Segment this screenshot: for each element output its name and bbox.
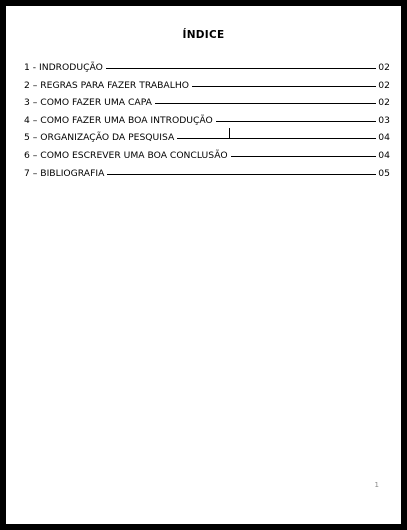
toc-entry-page: 02 <box>378 62 390 73</box>
toc-entry-label: 7 – BIBLIOGRAFIA <box>24 167 105 179</box>
toc-entry-page: 02 <box>378 97 390 109</box>
toc-leader-line <box>231 156 377 157</box>
document-title: ÍNDICE <box>182 29 225 41</box>
toc-entry[interactable] <box>24 97 390 115</box>
toc-entry-page: 04 <box>378 149 390 161</box>
toc-entry[interactable] <box>24 80 390 98</box>
toc-entry-label: 6 – COMO ESCREVER UMA BOA CONCLUSÃO <box>24 149 228 161</box>
toc-entry[interactable] <box>24 62 390 80</box>
toc-entry-label: 3 – COMO FAZER UMA CAPA <box>24 97 152 109</box>
toc-entry[interactable] <box>24 132 390 150</box>
toc-leader-line <box>155 103 376 104</box>
page-number: 1 <box>374 481 379 489</box>
toc-entry-page: 03 <box>378 114 390 126</box>
table-of-contents <box>24 62 390 185</box>
toc-entry-page: 02 <box>378 79 390 91</box>
toc-entry[interactable] <box>24 168 390 186</box>
toc-entry-page: 04 <box>378 132 390 144</box>
toc-entry-page: 05 <box>378 167 390 179</box>
toc-leader-line <box>106 68 376 69</box>
toc-leader-line <box>192 86 376 87</box>
toc-entry-label: 1 - INDRODUÇÃO <box>24 62 103 73</box>
text-cursor <box>229 128 230 139</box>
toc-leader-line <box>177 138 376 139</box>
toc-entry-label: 4 – COMO FAZER UMA BOA INTRODUÇÃO <box>24 114 213 126</box>
toc-entry[interactable] <box>24 115 390 133</box>
toc-entry[interactable] <box>24 150 390 168</box>
toc-leader-line <box>216 121 377 122</box>
toc-leader-line <box>107 174 376 175</box>
toc-entry-label: 5 – ORGANIZAÇÃO DA PESQUISA <box>24 132 175 144</box>
toc-entry-label: 2 – REGRAS PARA FAZER TRABALHO <box>24 79 189 91</box>
